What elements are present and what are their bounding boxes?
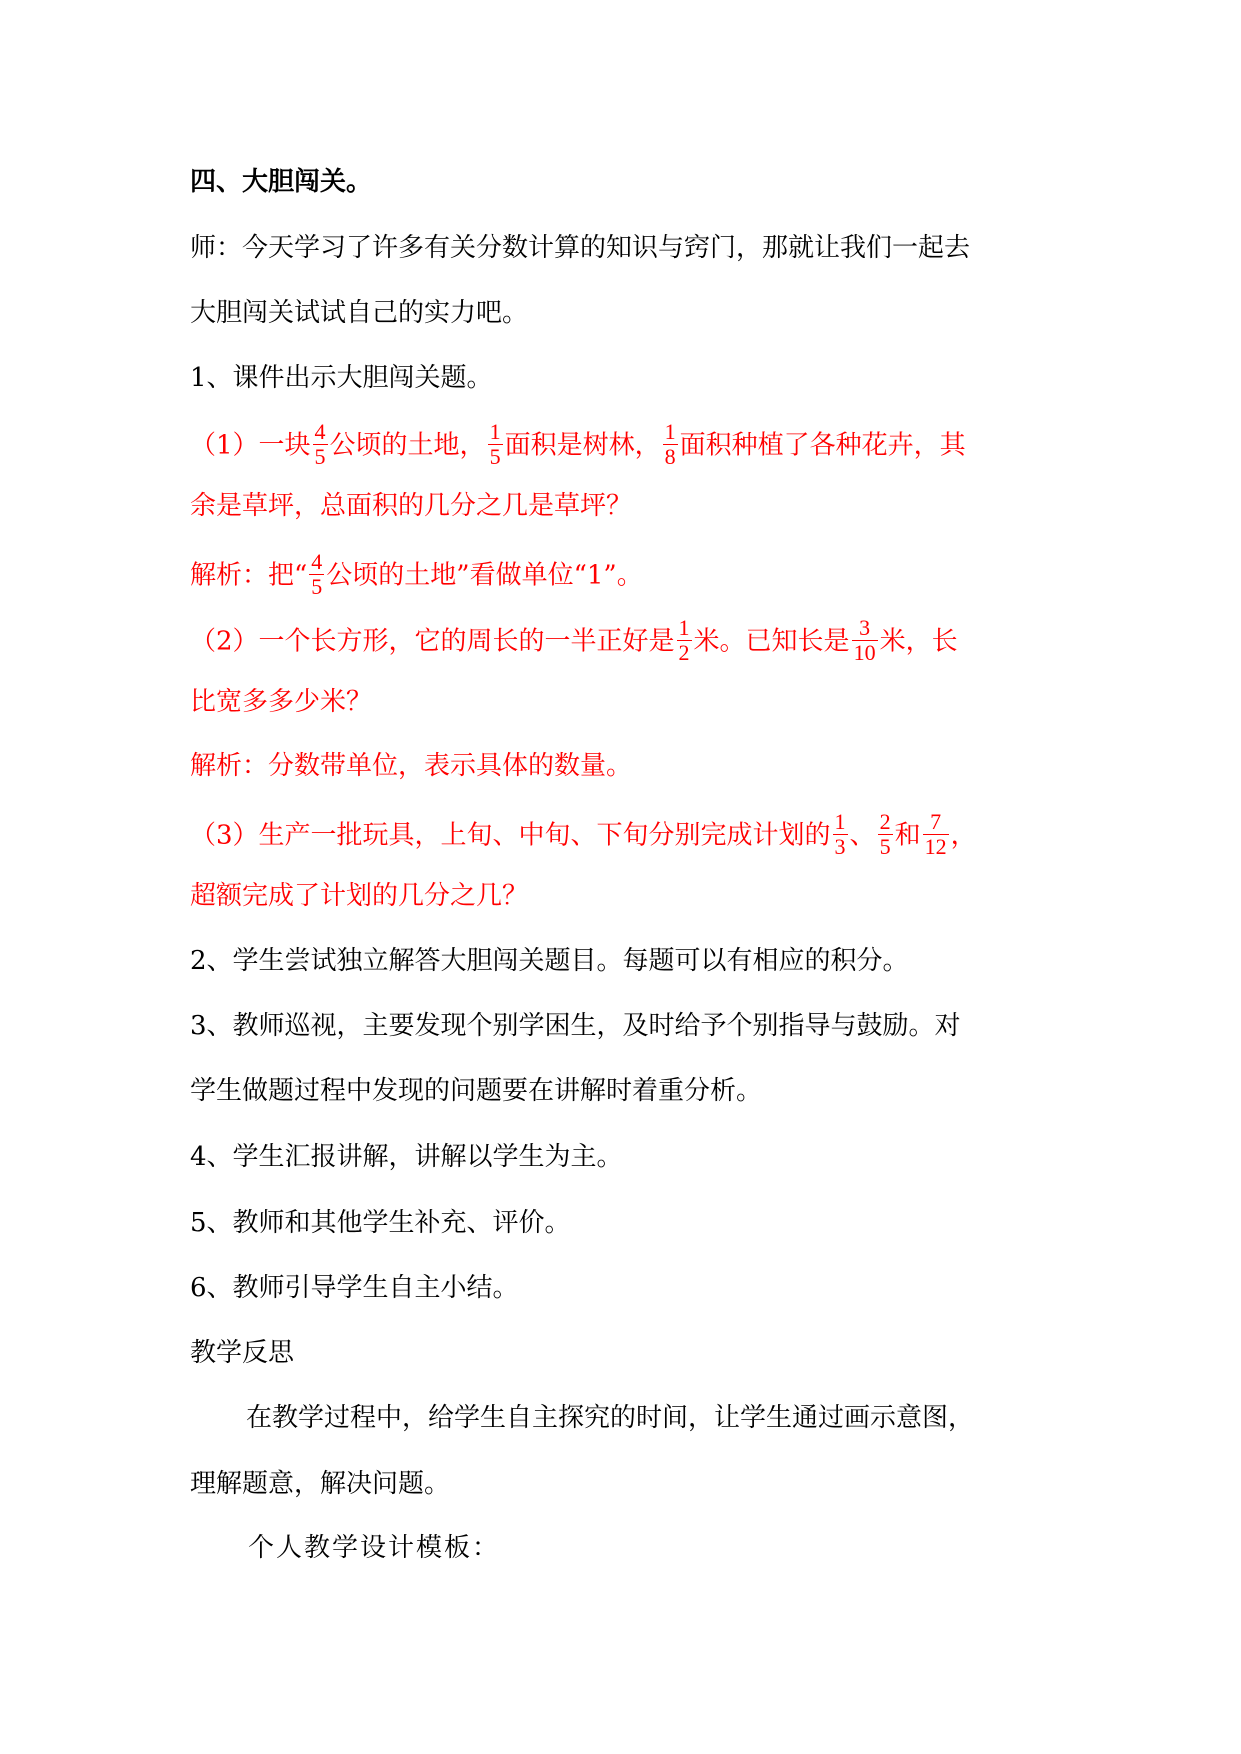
question-2-line-1 (190, 615, 1060, 667)
reflection-line-2: 理解题意，解决问题。 (190, 1469, 451, 1499)
fraction-1-8 (663, 420, 678, 469)
fraction-numerator: 3 (852, 616, 878, 641)
fraction-7-12 (923, 810, 949, 859)
question-1-line-1 (190, 419, 1060, 471)
analysis-text-b: 公顷的土地”看做单位“1”。 (326, 560, 643, 591)
step-4: 4、学生汇报讲解，讲解以学生为主。 (190, 1142, 623, 1172)
fraction-denominator: 5 (489, 444, 501, 469)
fraction-denominator: 5 (311, 574, 323, 599)
fraction-1-3 (833, 810, 848, 859)
fraction-denominator: 5 (879, 834, 891, 859)
fraction-numerator: 2 (879, 809, 891, 834)
fraction-numerator: 7 (923, 810, 949, 835)
template-label: 个人教学设计模板： (248, 1533, 501, 1563)
question-3-line-2: 超额完成了计划的几分之几？ (190, 881, 529, 911)
intro-line-1: 师：今天学习了许多有关分数计算的知识与窍门，那就让我们一起去 (190, 233, 971, 263)
question-3-text-b: 、 (849, 820, 876, 851)
reflection-line-1: 在教学过程中，给学生自主探究的时间，让学生通过画示意图， (246, 1403, 975, 1433)
section-title: 四、大胆闯关。 (190, 167, 373, 197)
question-1-text-d: 面积种植了各种花卉，其 (679, 430, 966, 461)
fraction-1-2 (677, 616, 692, 665)
question-3-text-d: ， (950, 820, 977, 851)
fraction-1-5 (488, 420, 503, 469)
fraction-denominator: 12 (924, 834, 947, 859)
question-1-text-c: 面积是树林， (504, 430, 661, 461)
fraction-numerator: 1 (678, 615, 690, 640)
fraction-numerator: 4 (314, 419, 326, 444)
fraction-2-5 (878, 810, 893, 859)
fraction-numerator: 1 (664, 419, 676, 444)
fraction-numerator: 1 (834, 809, 846, 834)
question-2-line-2: 比宽多多少米？ (190, 687, 373, 717)
step-3-line-2: 学生做题过程中发现的问题要在讲解时着重分析。 (190, 1076, 763, 1106)
step-5: 5、教师和其他学生补充、评价。 (190, 1208, 571, 1238)
fraction-numerator: 1 (489, 419, 501, 444)
reflection-title: 教学反思 (190, 1338, 295, 1368)
step-6: 6、教师引导学生自主小结。 (190, 1273, 519, 1303)
question-1-line-2: 余是草坪，总面积的几分之几是草坪？ (190, 491, 633, 521)
question-1-text-a: （1）一块 (190, 430, 311, 461)
step-1: 1、课件出示大胆闯关题。 (190, 363, 493, 393)
fraction-3-10 (852, 616, 878, 665)
fraction-denominator: 10 (853, 640, 876, 665)
fraction-denominator: 8 (664, 444, 676, 469)
fraction-4-5 (309, 550, 324, 599)
fraction-denominator: 5 (314, 444, 326, 469)
question-1-text-b: 公顷的土地， (329, 430, 486, 461)
question-3-text-a: （3）生产一批玩具，上旬、中旬、下旬分别完成计划的 (190, 820, 831, 851)
question-2-text-b: 米。已知长是 (693, 626, 850, 657)
question-2-analysis: 解析：分数带单位，表示具体的数量。 (190, 751, 633, 781)
question-3-line-1 (190, 809, 1060, 861)
analysis-text-a: 解析：把“ (190, 560, 308, 591)
question-1-analysis (190, 549, 1060, 601)
fraction-denominator: 2 (678, 640, 690, 665)
fraction-denominator: 3 (834, 834, 846, 859)
intro-line-2: 大胆闯关试试自己的实力吧。 (190, 298, 529, 328)
question-3-text-c: 和 (894, 820, 921, 851)
step-3-line-1: 3、教师巡视，主要发现个别学困生，及时给予个别指导与鼓励。对 (190, 1011, 961, 1041)
fraction-4-5 (313, 420, 328, 469)
question-2-text-c: 米，长 (879, 626, 958, 657)
step-2: 2、学生尝试独立解答大胆闯关题目。每题可以有相应的积分。 (190, 946, 909, 976)
fraction-numerator: 4 (311, 549, 323, 574)
question-2-text-a: （2）一个长方形，它的周长的一半正好是 (190, 626, 675, 657)
